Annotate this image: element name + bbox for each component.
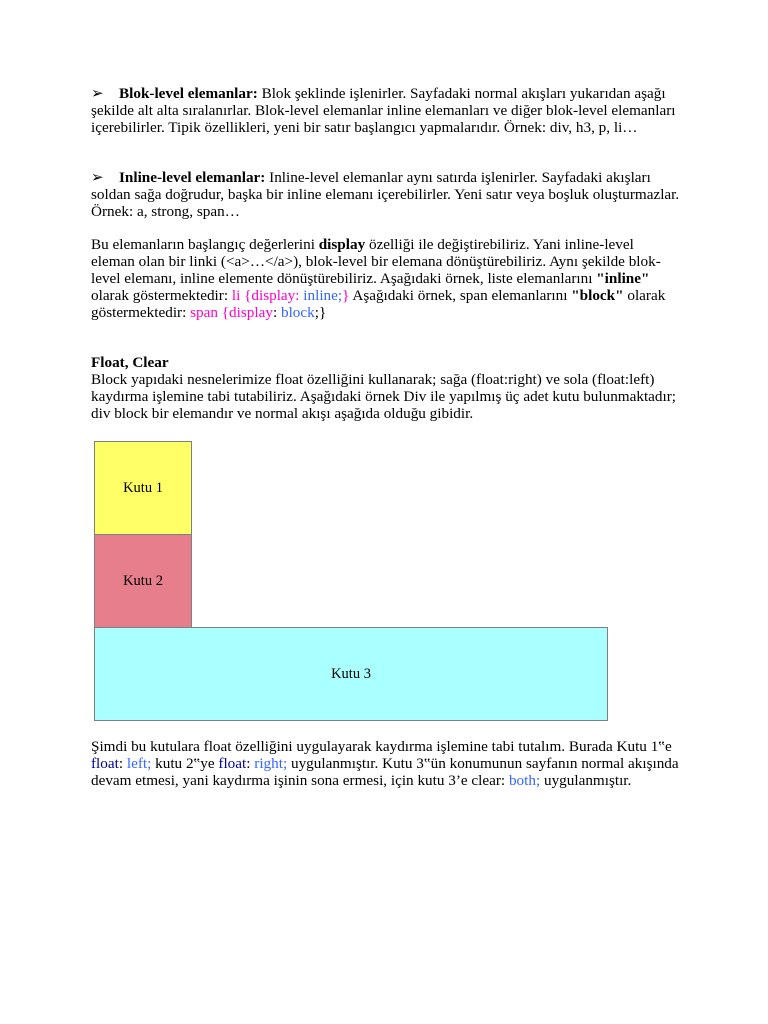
bullet-arrow-icon: ➢ xyxy=(91,169,104,186)
code-float-2: float xyxy=(218,754,247,772)
display-text-3: olarak göstermektedir: xyxy=(91,286,232,304)
inline-level-term: Inline-level elemanlar: xyxy=(119,169,266,186)
box-1 xyxy=(94,441,192,535)
float-text: Block yapıdaki nesnelerimize float özelliğini kullanarak; sağa (float:right) ve sola (float:left) kaydırma işlemine tabi tutabiliriz. Aşağıdaki örnek Div ile yapılmış üç adet kutu bulunmaktadır; div block bir elemandır ve normal akışı aşağıda olduğu gibidir. xyxy=(91,370,677,422)
display-text-2: özelliği ile değiştirebiliriz. Yani inline-level eleman olan bir linki (<a>…</a>), blok-level bir elemana dönüştürebiliriz. Aynı şekilde blok-level elemanı, inline elemente dönüştürebiliriz. Aşağıdaki örnek, liste elemanlarını xyxy=(91,236,661,287)
code-inline-value: inline; xyxy=(303,286,343,304)
code-colon-1: : xyxy=(118,754,127,772)
block-level-paragraph xyxy=(91,86,681,137)
bullet-arrow-icon: ➢ xyxy=(91,85,104,102)
code-right-value: right; xyxy=(254,754,288,772)
code-colon: : xyxy=(272,303,281,321)
code-left-value: left; xyxy=(126,754,152,772)
inline-level-text: Inline-level elemanlar aynı satırda işlenirler. Sayfadaki akışları soldan sağa doğrudur, başka bir inline elemanı içerebilirler. Yeni satır veya boşluk oluşturmazlar. Örnek: a, strong, span… xyxy=(91,169,680,220)
box-1-label: Kutu 1 xyxy=(123,479,163,496)
block-quoted: "block" xyxy=(571,286,624,304)
after-text-3: uygulanmıştır. Kutu 3‟ün konumunun sayfanın normal akışında devam etmesi, yani kaydırma işinin sona ermesi, için kutu 3’e clear: xyxy=(91,754,679,789)
block-level-term: Blok-level elemanlar: xyxy=(119,85,258,102)
box-2 xyxy=(94,534,192,628)
code-both-value: both; xyxy=(508,771,541,789)
float-paragraph xyxy=(91,355,681,423)
inline-quoted: "inline" xyxy=(596,269,650,287)
display-text-1: Bu elemanların başlangıç değerlerini xyxy=(91,236,319,253)
code-block-value: block xyxy=(280,303,315,321)
box-2-label: Kutu 2 xyxy=(123,572,163,589)
display-keyword: display xyxy=(318,236,366,253)
display-text-4: Aşağıdaki örnek, span elemanlarını xyxy=(349,286,572,304)
after-paragraph xyxy=(91,739,681,790)
after-text-4: uygulanmıştır. xyxy=(540,771,632,789)
code-span-close: ;} xyxy=(314,303,327,321)
code-span-display: span {display xyxy=(190,303,273,321)
after-text-2: kutu 2‟ye xyxy=(151,754,219,772)
box-3 xyxy=(94,627,608,721)
code-li-close: } xyxy=(342,286,350,304)
block-level-text: Blok şeklinde işlenirler. Sayfadaki normal akışları yukarıdan aşağı şekilde alt alta sıralanırlar. Blok-level elemanlar inline elemanları ve diğer blok-level elemanları içerebilirler. Tipik özellikleri, yeni bir satır başlangıcı yapmalarıdır. Örnek: div, h3, p, li… xyxy=(91,85,676,136)
display-text-5: olarak göstermektedir: xyxy=(91,286,666,321)
code-colon-2: : xyxy=(246,754,255,772)
inline-level-paragraph xyxy=(91,170,681,221)
code-float-1: float xyxy=(91,754,119,772)
display-paragraph xyxy=(91,237,681,322)
box-3-label: Kutu 3 xyxy=(331,665,371,682)
code-li-display: li {display: xyxy=(231,286,304,304)
float-heading: Float, Clear xyxy=(91,354,169,371)
after-text-1: Şimdi bu kutulara float özelliğini uygulayarak kaydırma işlemine tabi tutalım. Burada Kutu 1‟e xyxy=(91,738,672,755)
